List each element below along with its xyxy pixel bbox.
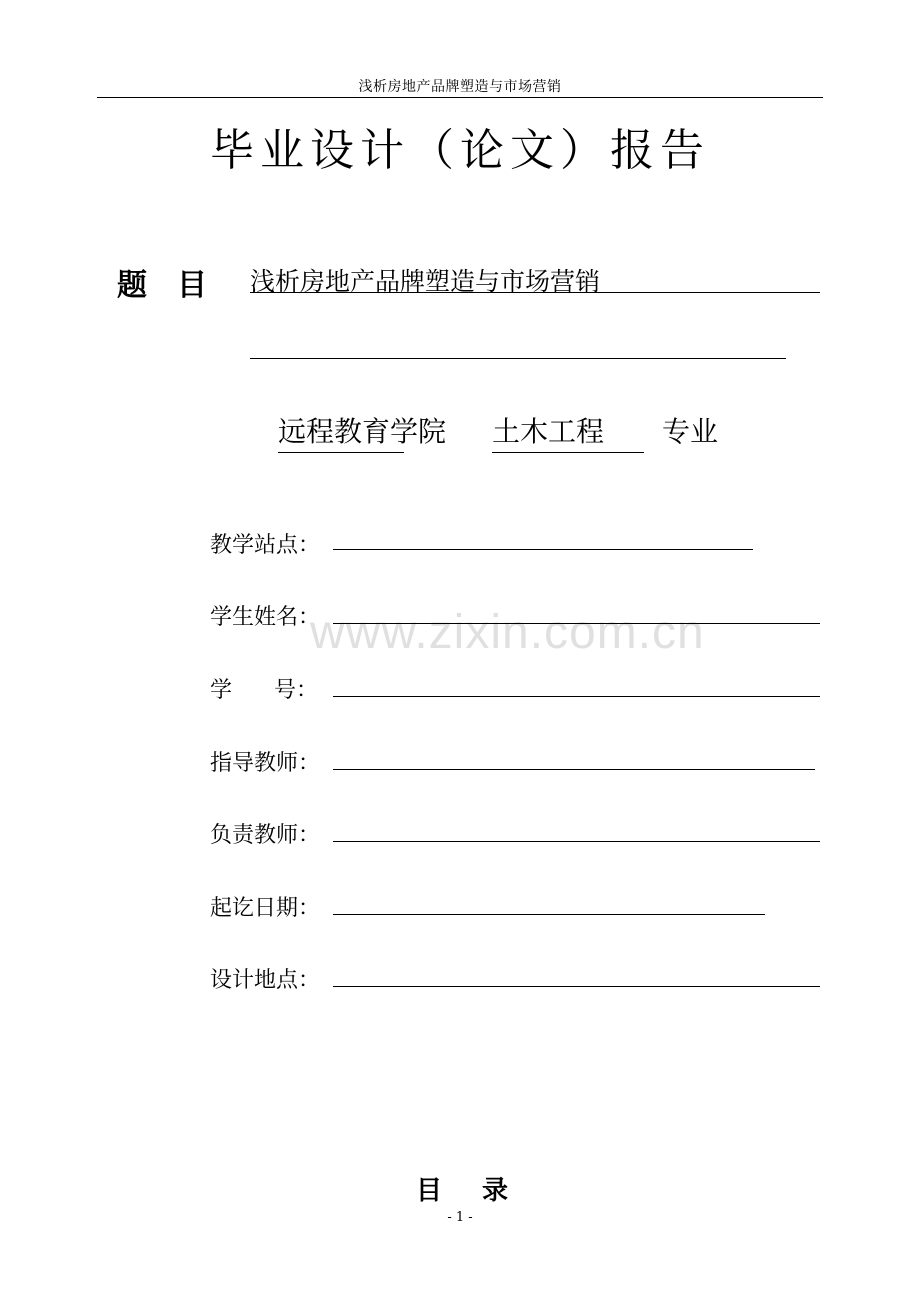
major-suffix: 专业 bbox=[662, 415, 719, 448]
field-label-student-id-text: 学 号： bbox=[210, 678, 318, 703]
field-label-responsible-teacher: 负责教师： bbox=[210, 823, 321, 848]
college-underline bbox=[278, 452, 404, 453]
field-label-dates: 起讫日期： bbox=[210, 896, 321, 921]
running-header: 浅析房地产品牌塑造与市场营销 bbox=[358, 79, 562, 95]
field-label-student-name: 学生姓名： bbox=[210, 605, 321, 630]
field-line-teaching-site bbox=[333, 549, 753, 550]
page-title: 毕业设计（论文）报告 bbox=[210, 125, 710, 176]
topic-value: 浅析房地产品牌塑造与市场营销 bbox=[250, 267, 601, 296]
college-name bbox=[278, 410, 446, 450]
topic-underline-2 bbox=[250, 358, 786, 359]
header-divider bbox=[97, 97, 823, 98]
toc-title: 目录 bbox=[416, 1176, 549, 1206]
major-name: 土木工程 bbox=[492, 415, 605, 448]
field-line-student-id bbox=[333, 696, 820, 697]
college-major-row bbox=[278, 410, 718, 450]
topic-label: 题目 bbox=[117, 268, 237, 303]
field-line-advisor bbox=[333, 769, 815, 770]
major-field bbox=[492, 410, 644, 450]
watermark: www.zixin.com.cn bbox=[310, 606, 705, 659]
topic-underline-1 bbox=[250, 292, 820, 293]
field-line-dates bbox=[333, 914, 765, 915]
field-label-student-id bbox=[210, 673, 318, 704]
college-name-text: 远程教育学院 bbox=[278, 415, 447, 448]
major-underline bbox=[492, 452, 644, 453]
field-label-advisor: 指导教师： bbox=[210, 751, 321, 776]
field-line-responsible-teacher bbox=[333, 841, 820, 842]
field-line-location bbox=[333, 986, 820, 987]
field-label-teaching-site: 教学站点： bbox=[210, 533, 321, 558]
page-number: - 1 - bbox=[447, 1210, 473, 1225]
field-label-location: 设计地点： bbox=[210, 968, 321, 993]
